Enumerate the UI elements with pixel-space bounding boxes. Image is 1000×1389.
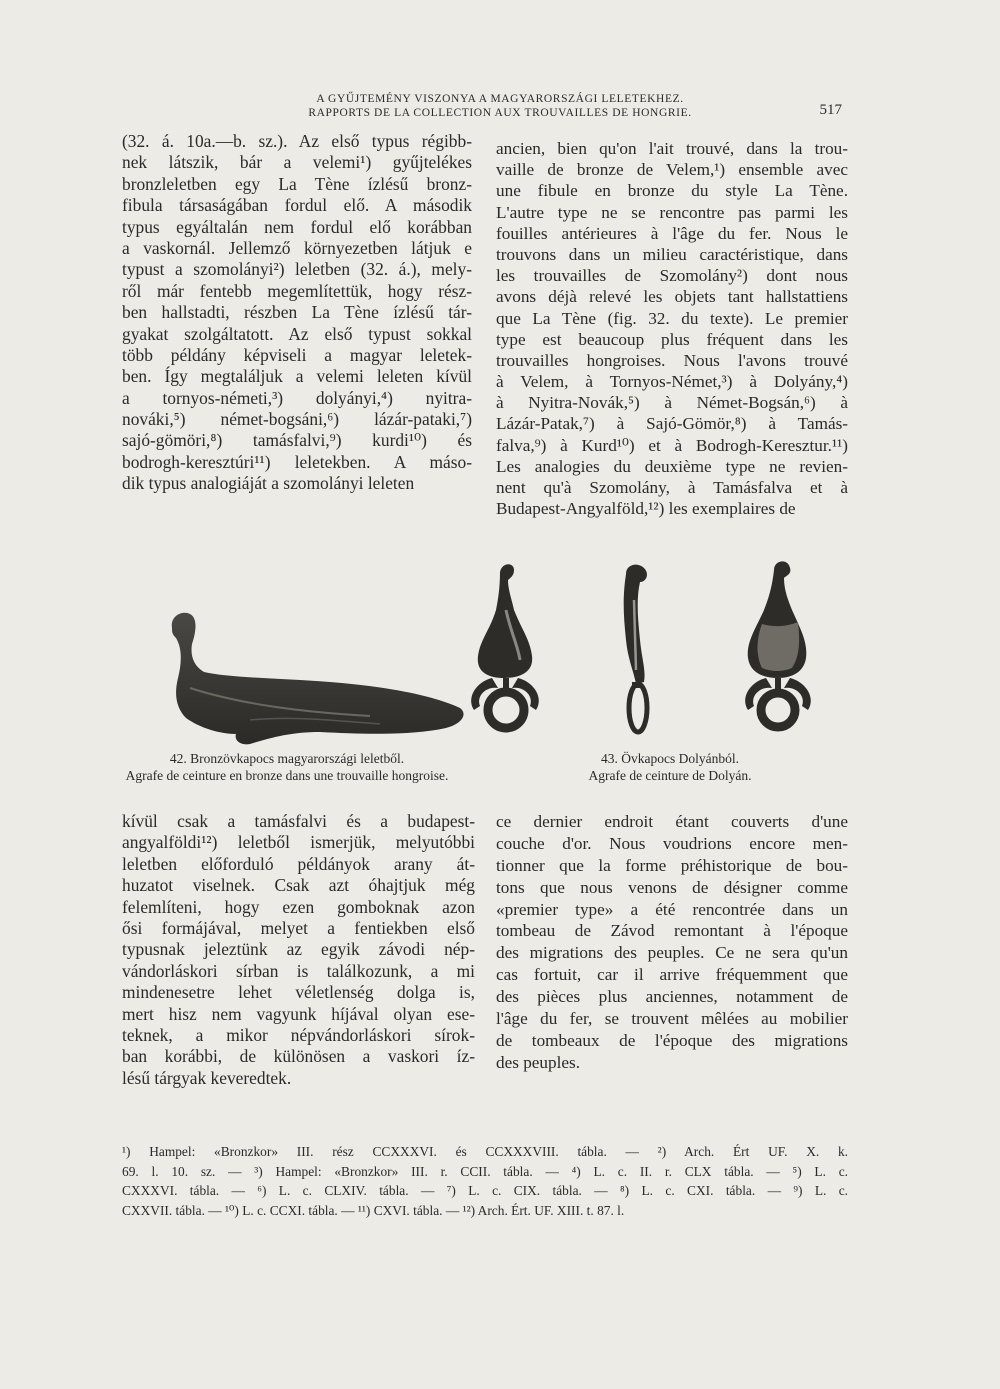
hungarian-top-line: bodrogh-keresztúri¹¹) leletekben. A máso-: [122, 451, 472, 472]
french-top-line: Lázár-Patak,⁷) à Sajó-Gömör,⁸) à Tamás-: [496, 414, 848, 434]
hungarian-bottom-line: mert hisz nem vagyunk híjával olyan ese-: [122, 1003, 475, 1024]
hungarian-top-line: ben hallstadti, részben La Tène ízlésű tár-: [122, 302, 472, 323]
french-top-line: les trouvailles de Szomolány²) dont nous: [496, 266, 848, 286]
hungarian-text-top: [122, 131, 472, 495]
hungarian-top-line: nek látszik, bár a velemi¹) gyűjtelékes: [122, 152, 472, 173]
footnotes: [122, 1142, 848, 1220]
french-bottom-line: tons que nous venons de désigner comme: [496, 877, 848, 897]
figure-42-belt-clasp-image: [160, 608, 472, 746]
hungarian-top-line: ben. Így megtaláljuk a velemi leleten kívül: [122, 366, 472, 387]
hungarian-bottom-line: lésű tárgyak keveredtek.: [122, 1067, 292, 1088]
hungarian-bottom-line: vándorláskori sírban is találkozunk, a mi: [122, 960, 475, 981]
figure-43-clasp-front-image: [456, 560, 556, 750]
french-bottom-line: couche d'or. Nous voudrions encore men-: [496, 833, 848, 853]
hungarian-top-line: dik typus analogiáját a szomolányi leleten: [122, 473, 415, 494]
footnotes-line: CXXVII. tábla. — ¹⁰) L. c. CCXI. tábla. — ¹¹) CXVI. tábla. — ¹²) Arch. Ért. UF. XIII. t. 87. l.: [122, 1202, 625, 1218]
hungarian-top-line: fibula társaságában fordul elő. A második: [122, 195, 472, 216]
hungarian-bottom-line: angyalföldi¹²) leletből ismerjük, melyutóbbi: [122, 832, 475, 853]
figure-42-caption-french: Agrafe de ceinture en bronze dans une trouvaille hongroise.: [125, 768, 449, 783]
header-french: RAPPORTS DE LA COLLECTION AUX TROUVAILLES DE HONGRIE.: [308, 107, 692, 119]
french-bottom-line: cas fortuit, car il arrive fréquemment que: [496, 965, 848, 985]
hungarian-top-line: ről már fentebb megemlítettük, hogy rész-: [122, 280, 472, 301]
figure-43-clasp-back-image: [728, 556, 828, 746]
french-top-line: ancien, bien qu'on l'ait trouvé, dans la trou-: [496, 139, 848, 158]
footnotes-line: 69. l. 10. sz. — ³) Hampel: «Bronzkor» III. r. CCII. tábla. — ⁴) L. c. II. r. CLX tábla. — ⁵) L. c.: [122, 1163, 848, 1179]
hungarian-bottom-line: typusnak jeleztünk az egyik závodi nép-: [122, 939, 475, 960]
hungarian-bottom-line: felemlíteni, hogy ezen gomboknak azon: [122, 896, 475, 917]
french-top-line: une fibule en bronze du style La Tène.: [496, 181, 848, 201]
french-top-line: nent qu'à Szomolány, à Tamásfalva et à: [496, 478, 848, 497]
french-bottom-line: «premier type» a été rencontrée dans un: [496, 899, 848, 919]
french-top-line: trouvons dans un milieu caractéristique, dans: [496, 244, 848, 264]
hungarian-top-line: nováki,⁵) német-bogsáni,⁶) lázár-pataki,⁷): [122, 409, 472, 430]
french-bottom-line: ce dernier endroit étant couverts d'une: [496, 812, 848, 831]
page-number: 517: [819, 102, 842, 118]
header-hungarian: A GYŰJTEMÉNY VISZONYA A MAGYARORSZÁGI LELETEKHEZ.: [316, 93, 684, 105]
hungarian-bottom-line: ősi formájával, melyet a fentiekben első: [122, 917, 475, 938]
figure-43-clasp-side-image: [606, 560, 666, 740]
french-bottom-line: tombeau de Závod remontant à l'époque: [496, 921, 848, 941]
hungarian-bottom-line: mindenesetre lehet véletlenség dolga is,: [122, 982, 475, 1003]
french-top-line: Les analogies du deuxième type ne revien-: [496, 456, 848, 476]
french-bottom-line: des pièces plus anciennes, notamment de: [496, 987, 848, 1007]
figure-43-caption-french: Agrafe de ceinture de Dolyán.: [588, 768, 752, 783]
running-header: [0, 92, 1000, 120]
hungarian-top-line: a tornyos-németi,³) dolyányi,⁴) nyitra-: [122, 387, 472, 408]
french-top-line: fouilles antérieures à l'âge du fer. Nous le: [496, 223, 848, 243]
figure-43-caption-hungarian: 43. Övkapocs Dolyánból.: [601, 751, 739, 766]
french-top-line: que La Tène (fig. 32. du texte). Le premier: [496, 308, 848, 328]
hungarian-top-line: több példány képviseli a magyar leletek-: [122, 344, 472, 365]
french-top-line: type est beaucoup plus fréquent dans les: [496, 329, 848, 349]
hungarian-top-line: sajó-gömöri,⁸) tamásfalvi,⁹) kurdi¹⁰) és: [122, 430, 472, 451]
french-top-line: falva,⁹) à Kurd¹⁰) et à Bodrogh-Keresztur.¹¹): [496, 435, 848, 455]
hungarian-top-line: typust a szomolányi²) leletben (32. á.), mely-: [122, 259, 472, 280]
figure-43-caption: [520, 750, 820, 784]
figure-42-caption-hungarian: 42. Bronzövkapocs magyarországi leletből.: [169, 751, 405, 766]
french-top-line: Budapest-Angyalföld,¹²) les exemplaires de: [496, 499, 796, 519]
hungarian-top-line: gyakat szolgáltatott. Az első typust sokkal: [122, 323, 472, 344]
hungarian-bottom-line: ban korábbi, de különösen a vaskori íz-: [122, 1046, 475, 1067]
french-bottom-line: des migrations des peuples. Ce ne sera qu'un: [496, 943, 848, 963]
hungarian-top-line: bronzleletben egy La Tène ízlésű bronz-: [122, 173, 472, 194]
hungarian-bottom-line: kívül csak a tamásfalvi és a budapest-: [122, 811, 475, 831]
footnotes-line: ¹) Hampel: «Bronzkor» III. rész CCXXXVI. és CCXXXVIII. tábla. — ²) Arch. Ért UF. X. k.: [122, 1144, 848, 1159]
french-bottom-line: tionner que la forme préhistorique de bou-: [496, 855, 848, 875]
hungarian-text-bottom: [122, 811, 475, 1089]
hungarian-top-line: typus egyáltalán nem fordul elő korábban: [122, 216, 472, 237]
footnotes-line: CXXXVI. tábla. — ⁶) L. c. CLXIV. tábla. — ⁷) L. c. CIX. tábla. — ⁸) L. c. CXI. tábla. — ⁹) L. c.: [122, 1183, 848, 1199]
french-top-line: à Nyitra-Novák,⁵) à Német-Bogsán,⁶) à: [496, 393, 848, 413]
french-top-line: vaille de bronze de Velem,¹) ensemble avec: [496, 160, 848, 180]
french-text-top: [496, 138, 848, 519]
hungarian-bottom-line: teknek, a mikor népvándorláskori sírok-: [122, 1024, 475, 1045]
figure-42-caption: [122, 750, 452, 784]
hungarian-bottom-line: huzatot viselnek. Csak azt óhajtjuk még: [122, 875, 475, 896]
french-bottom-line: des peuples.: [496, 1052, 581, 1072]
french-top-line: L'autre type ne se rencontre pas parmi les: [496, 202, 848, 222]
hungarian-top-line: a vaskornál. Jellemző környezetben látjuk e: [122, 237, 472, 258]
french-bottom-line: l'âge du fer, se trouvent mêlées au mobilier: [496, 1009, 848, 1029]
hungarian-top-line: (32. á. 10a.—b. sz.). Az első typus régibb-: [122, 131, 472, 151]
french-top-line: trouvailles hongroises. Nous l'avons trouvé: [496, 350, 848, 370]
french-bottom-line: de tombeaux de l'époque des migrations: [496, 1030, 848, 1050]
french-top-line: avons déjà relevé les objets tant hallstattiens: [496, 287, 848, 307]
french-top-line: à Velem, à Tornyos-Német,³) à Dolyány,⁴): [496, 372, 848, 392]
hungarian-bottom-line: leletben előforduló példányok arany át-: [122, 853, 475, 874]
french-text-bottom: [496, 811, 848, 1074]
